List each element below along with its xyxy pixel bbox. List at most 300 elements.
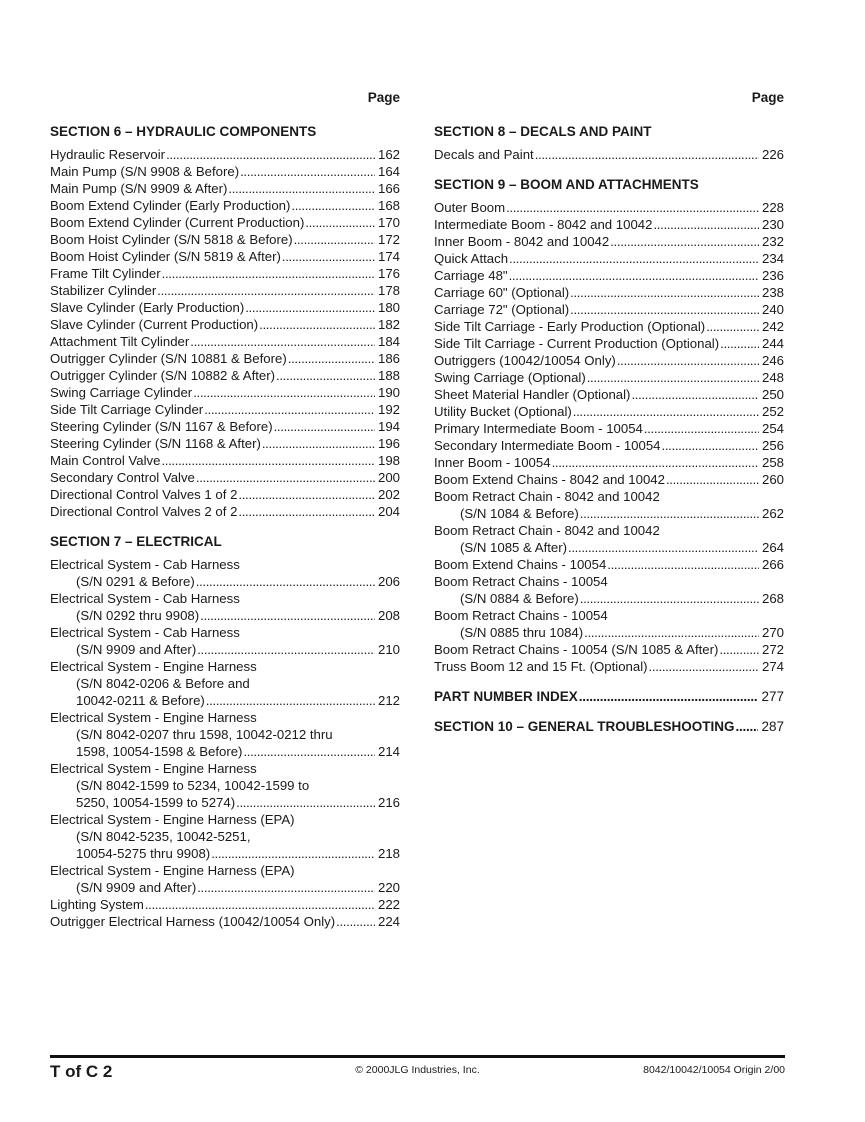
entry-title: 1598, 10054-1598 & Before) <box>76 744 243 759</box>
entry-title: Truss Boom 12 and 15 Ft. (Optional) <box>434 659 648 674</box>
dot-leader <box>236 794 375 811</box>
entry-title: Outriggers (10042/10054 Only) <box>434 353 616 368</box>
dot-leader <box>245 299 375 316</box>
toc-entry[interactable] <box>50 163 400 180</box>
toc-entry[interactable] <box>50 709 400 760</box>
entry-line <box>434 624 784 641</box>
page-number: 166 <box>377 181 400 196</box>
entry-line <box>434 369 784 386</box>
toc-entry[interactable] <box>434 607 784 641</box>
left-sections <box>50 123 400 930</box>
entry-title: Directional Control Valves 1 of 2 <box>50 487 238 502</box>
entry-line <box>50 435 400 452</box>
entry-title: Hydraulic Reservoir <box>50 147 166 162</box>
toc-entry[interactable] <box>50 316 400 333</box>
page-number: 162 <box>377 147 400 162</box>
toc-entry[interactable] <box>50 469 400 486</box>
toc-entry[interactable] <box>434 335 784 352</box>
entry-title: Side Tilt Carriage Cylinder <box>50 402 204 417</box>
entry-title: Boom Extend Cylinder (Current Production) <box>50 215 305 230</box>
toc-entry[interactable] <box>434 352 784 369</box>
dot-leader <box>259 316 375 333</box>
entry-line <box>50 573 400 590</box>
toc-entry[interactable] <box>434 146 784 163</box>
toc-entry[interactable] <box>50 350 400 367</box>
entry-title: Utility Bucket (Optional) <box>434 404 572 419</box>
toc-entry[interactable] <box>434 522 784 556</box>
dot-leader <box>238 503 375 520</box>
toc-entry[interactable] <box>50 384 400 401</box>
page-number: 277 <box>761 689 784 704</box>
dot-leader <box>552 454 759 471</box>
entry-title: Boom Retract Chain - 8042 and 10042 <box>434 523 660 538</box>
toc-entry[interactable] <box>434 420 784 437</box>
dot-leader <box>206 692 375 709</box>
page-number: 232 <box>761 234 784 249</box>
page-number: 182 <box>377 317 400 332</box>
entry-title: Quick Attach <box>434 251 509 266</box>
toc-entry[interactable] <box>434 658 784 675</box>
toc-entry[interactable] <box>50 760 400 811</box>
toc-entry[interactable] <box>50 435 400 452</box>
page-number: 270 <box>761 625 784 640</box>
toc-entry[interactable] <box>434 199 784 216</box>
entry-line <box>434 437 784 454</box>
dot-leader <box>506 199 759 216</box>
section-title: SECTION 8 – DECALS AND PAINT <box>434 124 652 139</box>
page-number: 190 <box>377 385 400 400</box>
toc-entry[interactable] <box>50 282 400 299</box>
toc-entry[interactable] <box>50 452 400 469</box>
entry-line <box>434 335 784 352</box>
entry-title: Lighting System <box>50 897 144 912</box>
entry-title: Boom Retract Chain - 8042 and 10042 <box>434 489 660 504</box>
entry-title: Boom Retract Chains - 10054 (S/N 1085 & After) <box>434 642 719 657</box>
entry-line <box>434 250 784 267</box>
toc-entry[interactable] <box>434 403 784 420</box>
page-number: 178 <box>377 283 400 298</box>
page-number: 204 <box>377 504 400 519</box>
entry-title: Boom Extend Cylinder (Early Production) <box>50 198 291 213</box>
right-sections <box>434 123 784 735</box>
toc-left-column <box>50 88 400 930</box>
dot-leader <box>274 418 375 435</box>
entry-title: Swing Carriage Cylinder <box>50 385 193 400</box>
toc-entry[interactable] <box>434 301 784 318</box>
dot-leader <box>509 267 759 284</box>
entry-line <box>50 180 400 197</box>
toc-entry[interactable] <box>50 658 400 709</box>
entry-title: Primary Intermediate Boom - 10054 <box>434 421 643 436</box>
dot-leader <box>509 250 759 267</box>
dot-leader <box>282 248 375 265</box>
page-column-header: Page <box>367 90 400 105</box>
section-title: SECTION 6 – HYDRAULIC COMPONENTS <box>50 124 317 139</box>
toc-entry[interactable] <box>50 214 400 231</box>
toc-entry[interactable] <box>50 590 400 624</box>
page-number: 236 <box>761 268 784 283</box>
entry-line <box>50 282 400 299</box>
toc-entry[interactable] <box>50 418 400 435</box>
entry-line <box>434 471 784 488</box>
toc-entry[interactable] <box>434 471 784 488</box>
page-number: 176 <box>377 266 400 281</box>
entry-title: Electrical System - Engine Harness (EPA) <box>50 863 295 878</box>
entry-line <box>434 386 784 403</box>
entry-title: (S/N 8042-0207 thru 1598, 10042-0212 thru <box>76 727 333 742</box>
page-number: 198 <box>377 453 400 468</box>
entry-title: Electrical System - Engine Harness <box>50 659 257 674</box>
section-title: SECTION 7 – ELECTRICAL <box>50 534 222 549</box>
entry-line <box>434 199 784 216</box>
entry-line <box>434 556 784 573</box>
dot-leader <box>610 233 759 250</box>
entry-line <box>50 418 400 435</box>
page-number: 174 <box>377 249 400 264</box>
footer-copyright: © 2000JLG Industries, Inc. <box>355 1064 480 1076</box>
entry-title: 10042-0211 & Before) <box>76 693 205 708</box>
toc-entry[interactable] <box>50 299 400 316</box>
entry-line <box>50 401 400 418</box>
dot-leader <box>204 401 375 418</box>
page-number: 180 <box>377 300 400 315</box>
toc-entry[interactable] <box>50 180 400 197</box>
toc-entry[interactable] <box>50 197 400 214</box>
entry-title: Outrigger Cylinder (S/N 10881 & Before) <box>50 351 287 366</box>
entry-title: (S/N 8042-1599 to 5234, 10042-1599 to <box>76 778 310 793</box>
entry-title: Inner Boom - 10054 <box>434 455 551 470</box>
dot-leader <box>617 352 759 369</box>
page-number: 192 <box>377 402 400 417</box>
entry-line <box>50 231 400 248</box>
toc-entry[interactable] <box>50 624 400 658</box>
toc-entry[interactable] <box>50 367 400 384</box>
entry-line <box>434 641 784 658</box>
page-number: 244 <box>761 336 784 351</box>
dot-leader <box>580 505 759 522</box>
entry-line <box>434 318 784 335</box>
page-number: 274 <box>761 659 784 674</box>
entry-title: 10054-5275 thru 9908) <box>76 846 211 861</box>
entry-title: (S/N 1084 & Before) <box>460 506 579 521</box>
toc-entry[interactable] <box>434 250 784 267</box>
toc-entry[interactable] <box>434 267 784 284</box>
footer-doc-id: 8042/10042/10054 Origin 2/00 <box>643 1064 785 1076</box>
entry-line <box>50 486 400 503</box>
page-number: 238 <box>761 285 784 300</box>
entry-line <box>434 454 784 471</box>
toc-entry[interactable] <box>434 386 784 403</box>
entry-line <box>50 641 400 658</box>
dot-leader <box>193 384 375 401</box>
toc-entry[interactable] <box>50 556 400 590</box>
entry-line <box>50 692 400 709</box>
entry-line <box>434 233 784 250</box>
dot-leader <box>568 539 759 556</box>
toc-right-column <box>434 88 784 741</box>
dot-leader <box>570 301 759 318</box>
toc-entry[interactable] <box>434 369 784 386</box>
page-number: 200 <box>377 470 400 485</box>
entry-title: (S/N 9909 and After) <box>76 642 197 657</box>
section-title-entry[interactable] <box>434 718 784 735</box>
entry-line <box>50 333 400 350</box>
entry-title: Stabilizer Cylinder <box>50 283 157 298</box>
dot-leader <box>736 718 759 735</box>
page-number: 258 <box>761 455 784 470</box>
dot-leader <box>276 367 375 384</box>
entry-line <box>434 267 784 284</box>
entry-title: Electrical System - Engine Harness <box>50 710 257 725</box>
page-number: 287 <box>761 719 784 734</box>
entry-title: Secondary Intermediate Boom - 10054 <box>434 438 661 453</box>
section-title: PART NUMBER INDEX <box>434 689 578 704</box>
toc-entry[interactable] <box>434 216 784 233</box>
page-number: 168 <box>377 198 400 213</box>
dot-leader <box>720 335 759 352</box>
dot-leader <box>607 556 759 573</box>
page-number: 262 <box>761 506 784 521</box>
entry-title: Intermediate Boom - 8042 and 10042 <box>434 217 653 232</box>
entry-title: (S/N 0292 thru 9908) <box>76 608 200 623</box>
entry-line <box>434 352 784 369</box>
dot-leader <box>157 282 375 299</box>
dot-leader <box>238 486 375 503</box>
entry-line <box>50 452 400 469</box>
dot-leader <box>706 318 759 335</box>
toc-entry[interactable] <box>50 333 400 350</box>
entry-line <box>50 845 400 862</box>
dot-leader <box>161 452 375 469</box>
toc-entry[interactable] <box>50 862 400 896</box>
dot-leader <box>719 641 759 658</box>
dot-leader <box>211 845 375 862</box>
entry-line <box>434 590 784 607</box>
dot-leader <box>190 333 375 350</box>
dot-leader <box>162 265 375 282</box>
entry-line <box>50 146 400 163</box>
entry-title: Directional Control Valves 2 of 2 <box>50 504 238 519</box>
page-number: 234 <box>761 251 784 266</box>
toc-entry[interactable] <box>434 437 784 454</box>
page-number: 264 <box>761 540 784 555</box>
page-number: 230 <box>761 217 784 232</box>
entry-title: Main Pump (S/N 9908 & Before) <box>50 164 240 179</box>
dot-leader <box>294 231 375 248</box>
dot-leader <box>649 658 759 675</box>
entry-line <box>50 503 400 520</box>
page-number: 170 <box>377 215 400 230</box>
dot-leader <box>584 624 759 641</box>
dot-leader <box>200 607 375 624</box>
toc-entry[interactable] <box>50 913 400 930</box>
dot-leader <box>573 403 759 420</box>
page-number: 212 <box>377 693 400 708</box>
entry-line <box>434 301 784 318</box>
dot-leader <box>570 284 759 301</box>
dot-leader <box>197 879 375 896</box>
toc-entry[interactable] <box>434 233 784 250</box>
page-column-header: Page <box>751 90 784 105</box>
page-footer <box>50 1060 785 1082</box>
dot-leader <box>580 590 759 607</box>
page-number: 210 <box>377 642 400 657</box>
entry-title: Boom Hoist Cylinder (S/N 5819 & After) <box>50 249 281 264</box>
toc-entry[interactable] <box>50 265 400 282</box>
page-number: 196 <box>377 436 400 451</box>
entry-line <box>50 913 400 930</box>
page-number: 254 <box>761 421 784 436</box>
entry-title: Inner Boom - 8042 and 10042 <box>434 234 610 249</box>
entry-title: Side Tilt Carriage - Early Production (Optional) <box>434 319 706 334</box>
toc-entry[interactable] <box>434 641 784 658</box>
entry-title: (S/N 0291 & Before) <box>76 574 195 589</box>
entry-line <box>434 284 784 301</box>
entry-line <box>50 607 400 624</box>
dot-leader <box>196 573 375 590</box>
toc-entry[interactable] <box>434 454 784 471</box>
entry-title: Main Pump (S/N 9909 & After) <box>50 181 228 196</box>
entry-line <box>50 350 400 367</box>
dot-leader <box>305 214 375 231</box>
toc-entry[interactable] <box>50 231 400 248</box>
entry-line <box>434 146 784 163</box>
dot-leader <box>262 435 375 452</box>
page-number: 266 <box>761 557 784 572</box>
page-number: 240 <box>761 302 784 317</box>
toc-entry[interactable] <box>50 401 400 418</box>
entry-title: Steering Cylinder (S/N 1168 & After) <box>50 436 261 451</box>
entry-title: Boom Extend Chains - 10054 <box>434 557 607 572</box>
entry-title: Decals and Paint <box>434 147 534 162</box>
entry-line <box>434 420 784 437</box>
dot-leader <box>228 180 375 197</box>
entry-title: Steering Cylinder (S/N 1167 & Before) <box>50 419 273 434</box>
toc-entry[interactable] <box>50 486 400 503</box>
page-number: 164 <box>377 164 400 179</box>
entry-title: Boom Hoist Cylinder (S/N 5818 & Before) <box>50 232 293 247</box>
dot-leader <box>579 688 759 705</box>
entry-title: (S/N 9909 and After) <box>76 880 197 895</box>
entry-line <box>50 367 400 384</box>
page-number: 194 <box>377 419 400 434</box>
dot-leader <box>243 743 375 760</box>
entry-line <box>434 658 784 675</box>
entry-title: Boom Extend Chains - 8042 and 10042 <box>434 472 665 487</box>
entry-line <box>50 214 400 231</box>
entry-line <box>434 403 784 420</box>
entry-title: Outer Boom <box>434 200 506 215</box>
page-number: 172 <box>377 232 400 247</box>
entry-title: Main Control Valve <box>50 453 161 468</box>
toc-entry[interactable] <box>50 811 400 862</box>
dot-leader <box>196 469 375 486</box>
entry-line <box>434 216 784 233</box>
dot-leader <box>197 641 375 658</box>
page-number: 202 <box>377 487 400 502</box>
entry-title: Carriage 60" (Optional) <box>434 285 570 300</box>
entry-line <box>50 248 400 265</box>
page-number: 188 <box>377 368 400 383</box>
page-number: 224 <box>377 914 400 929</box>
page-number: 206 <box>377 574 400 589</box>
toc-entry[interactable] <box>50 896 400 913</box>
dot-leader <box>145 896 375 913</box>
entry-title: Electrical System - Cab Harness <box>50 557 240 572</box>
entry-title: Carriage 48" <box>434 268 508 283</box>
entry-title: (S/N 8042-5235, 10042-5251, <box>76 829 251 844</box>
entry-title: (S/N 0885 thru 1084) <box>460 625 584 640</box>
page-number: 272 <box>761 642 784 657</box>
entry-title: Electrical System - Engine Harness <box>50 761 257 776</box>
entry-line <box>50 299 400 316</box>
entry-title: 5250, 10054-1599 to 5274) <box>76 795 236 810</box>
entry-title: Slave Cylinder (Current Production) <box>50 317 259 332</box>
entry-title: Outrigger Electrical Harness (10042/10054 Only) <box>50 914 336 929</box>
page-number: 186 <box>377 351 400 366</box>
entry-title: Sheet Material Handler (Optional) <box>434 387 631 402</box>
page-number: 208 <box>377 608 400 623</box>
page-number: 216 <box>377 795 400 810</box>
entry-title: Boom Retract Chains - 10054 <box>434 608 608 623</box>
toc-entry[interactable] <box>434 488 784 522</box>
entry-title: Side Tilt Carriage - Current Production (Optional) <box>434 336 720 351</box>
dot-leader <box>587 369 759 386</box>
toc-entry[interactable] <box>50 248 400 265</box>
section-title: SECTION 9 – BOOM AND ATTACHMENTS <box>434 177 699 192</box>
page-number: 256 <box>761 438 784 453</box>
entry-title: Outrigger Cylinder (S/N 10882 & After) <box>50 368 276 383</box>
entry-title: Boom Retract Chains - 10054 <box>434 574 608 589</box>
entry-line <box>50 469 400 486</box>
entry-title: (S/N 8042-0206 & Before and <box>76 676 250 691</box>
section-title: SECTION 10 – GENERAL TROUBLESHOOTING <box>434 719 735 734</box>
dot-leader <box>240 163 375 180</box>
dot-leader <box>662 437 759 454</box>
page-number: 242 <box>761 319 784 334</box>
dot-leader <box>288 350 375 367</box>
toc-entry[interactable] <box>50 503 400 520</box>
toc-entry[interactable] <box>434 284 784 301</box>
dot-leader <box>166 146 375 163</box>
entry-line <box>50 316 400 333</box>
page-number: 268 <box>761 591 784 606</box>
entry-line <box>50 896 400 913</box>
section-title-entry[interactable] <box>434 688 784 705</box>
dot-leader <box>336 913 375 930</box>
entry-line <box>434 505 784 522</box>
toc-entry[interactable] <box>50 146 400 163</box>
footer-page-number: T of C 2 <box>50 1062 113 1081</box>
page-number: 218 <box>377 846 400 861</box>
entry-line <box>50 743 400 760</box>
entry-title: Slave Cylinder (Early Production) <box>50 300 245 315</box>
toc-entry[interactable] <box>434 318 784 335</box>
toc-entry[interactable] <box>434 556 784 573</box>
dot-leader <box>653 216 759 233</box>
dot-leader <box>291 197 375 214</box>
page-number: 246 <box>761 353 784 368</box>
entry-title: (S/N 0884 & Before) <box>460 591 579 606</box>
footer-rule <box>50 1055 785 1058</box>
toc-entry[interactable] <box>434 573 784 607</box>
entry-title: Secondary Control Valve <box>50 470 195 485</box>
page-number: 228 <box>761 200 784 215</box>
entry-title: (S/N 1085 & After) <box>460 540 568 555</box>
entry-title: Electrical System - Cab Harness <box>50 591 240 606</box>
entry-line <box>434 539 784 556</box>
entry-title: Swing Carriage (Optional) <box>434 370 586 385</box>
